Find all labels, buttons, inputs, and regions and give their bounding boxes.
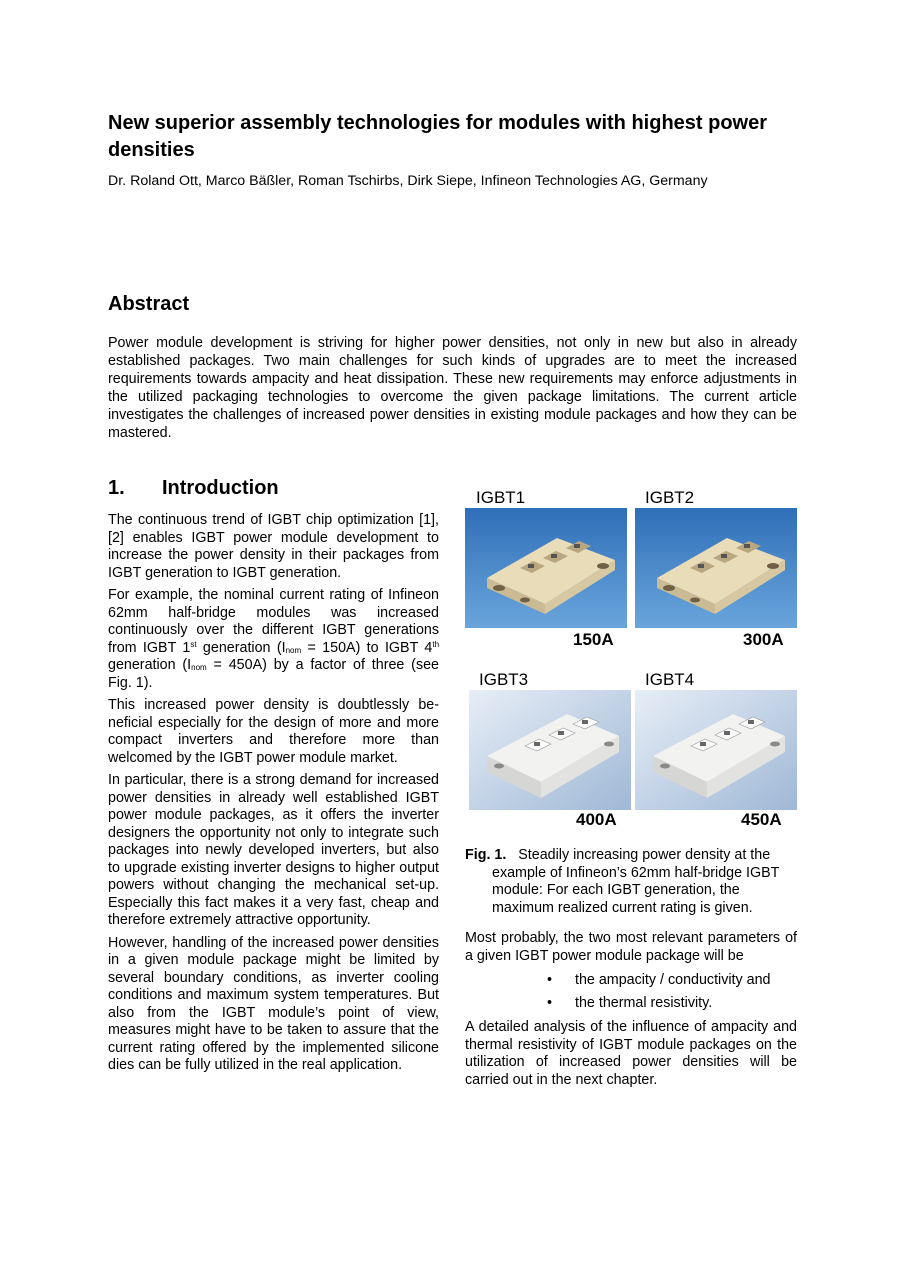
abstract-text: Power module development is striving for higher power densities, not only in new but also in already established packages. Two main challenges for such kinds of upgrades are to meet the increased requirements towards ampacity and heat dissipation. These new requirements may enforce adjustments in the utilized packaging technologies to overcome the given package limitations. The current article investigates the challenges of increased power densities in existing module packages and how they can be mastered. — [108, 335, 797, 441]
panel-label-igbt4: IGBT4 — [645, 670, 695, 689]
p2-text-b: generation (I — [196, 639, 286, 656]
p2-text-d: generation (I — [108, 657, 192, 673]
p2-text-c: = 150A) to IGBT 4 — [301, 639, 433, 656]
bullet-icon: • — [547, 972, 553, 988]
panel-current-150a: 150A — [573, 630, 614, 649]
panel-label-igbt2: IGBT2 — [645, 488, 695, 507]
intro-paragraph-3: This increased power density is doubtlessly beneficial especially for the design of more and more compact inverters and therefore more than welcomed by the IGBT power module market. — [108, 697, 439, 766]
photo-igbt4-module — [635, 690, 797, 810]
photo-igbt3-module — [469, 690, 631, 810]
right-paragraph-1: Most probably, the two most relevant parameters of a given IGBT power module package will be — [465, 930, 797, 964]
caption-first-line: Steadily increasing power density at the — [518, 847, 771, 863]
intro-paragraph-2 — [108, 587, 439, 692]
panel-current-450a: 450A — [741, 810, 782, 829]
figure-1-caption — [465, 847, 801, 917]
section-number: 1. — [108, 477, 125, 499]
list-item: • the thermal resistivity. — [465, 992, 797, 1015]
right-paragraph-2: A detailed analysis of the influence of ampacity and thermal resistivity of IGBT module packages on the utilization of increased power densities will be carried out in the next chapter. — [465, 1019, 797, 1088]
section-title: Introduction — [162, 477, 279, 499]
caption-figure-number: Fig. 1. — [465, 847, 507, 863]
bullet-icon: • — [547, 995, 553, 1011]
author-line: Dr. Roland Ott, Marco Bäßler, Roman Tschirbs, Dirk Siepe, Infineon Technologies AG, Germany — [108, 173, 708, 189]
superscript-st: st — [190, 639, 197, 649]
subscript-nom-2: nom — [191, 663, 207, 672]
left-column-text — [108, 512, 439, 1080]
superscript-th: th — [432, 639, 440, 649]
paper-title: New superior assembly technologies for modules with highest power densities — [108, 112, 768, 161]
caption-rest: example of Infineon’s 62mm half-bridge IGBT module: For each IGBT generation, the maximum realized current rating is given. — [492, 864, 780, 916]
panel-current-300a: 300A — [743, 630, 784, 649]
abstract-heading: Abstract — [108, 293, 190, 315]
panel-label-igbt1: IGBT1 — [476, 488, 526, 507]
list-item: • the ampacity / conductivity and — [465, 969, 797, 992]
intro-paragraph-1: The continuous trend of IGBT chip optimization [1], [2] enables IGBT power module development to increase the power density in their packages from IGBT generation to IGBT generation. — [108, 512, 439, 581]
panel-label-igbt3: IGBT3 — [479, 670, 529, 689]
p2-text-e: = 450A) by a factor of three (see Fig. 1). — [108, 657, 439, 691]
right-column-text — [465, 930, 797, 1093]
p2-text-a: For example, the nominal current rating of Infineon 62mm half-bridge modules was increased continuously over the different IGBT generations from IGBT 1 — [108, 587, 439, 656]
intro-paragraph-5: However, handling of the increased power densities in a given module package might be limited by several boundary conditions, as inverter cooling conditions and maximum system temperatures. But also from the IGBT module’s point of view, measures might have to be taken to assure that the current rating offered by the implemented silicone dies can be fully utilized in the real application. — [108, 934, 439, 1073]
parameter-list — [465, 969, 797, 1015]
section-heading-introduction — [108, 475, 438, 501]
photo-igbt1-module — [465, 508, 627, 628]
intro-paragraph-4: In particular, there is a strong demand for increased power densities in already well established IGBT power module packages, as it offers the inverter designers the opportunity not only to integrate such packages into newly developed inverters, but also to upgrade existing inverter designs to higher output powers without changing the mechanical set-up. Especially this fact makes it a very fast, cheap and therefore extremely attractive opportunity. — [108, 772, 439, 928]
subscript-nom-1: nom — [285, 645, 302, 655]
figure-1 — [465, 484, 801, 840]
photo-igbt2-module — [635, 508, 797, 628]
panel-current-400a: 400A — [576, 810, 617, 829]
